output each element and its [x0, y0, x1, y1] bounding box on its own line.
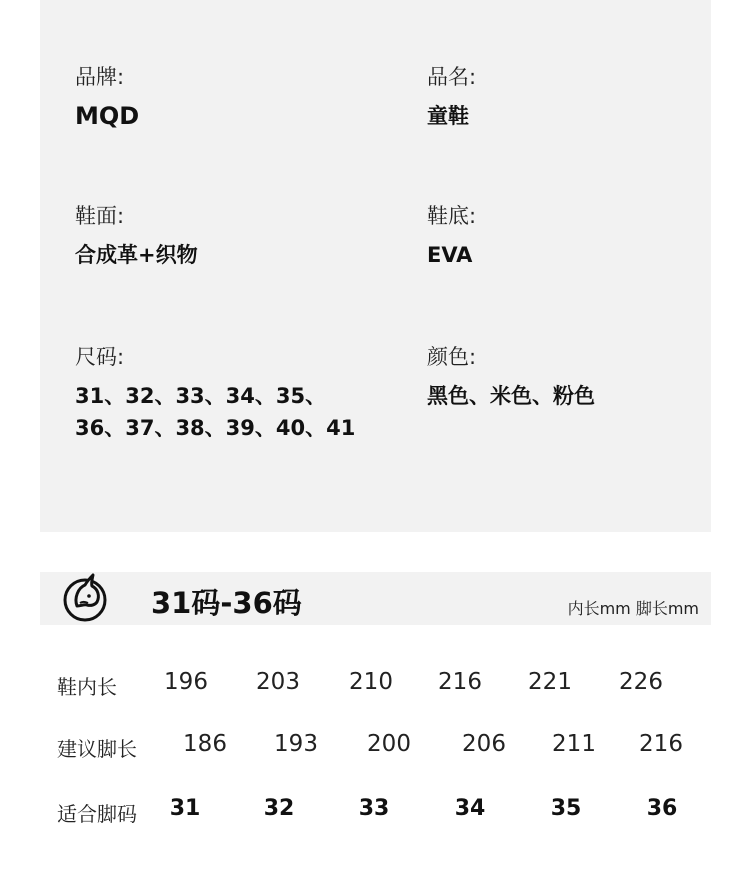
table-cell: 36 [646, 796, 678, 821]
table-cell: 216 [639, 731, 683, 757]
size-value-line2: 36、37、38、39、40、41 [75, 416, 356, 440]
color-label: 颜色: [427, 345, 477, 369]
table-row [0, 663, 750, 703]
size-value-line1: 31、32、33、34、35、 [75, 384, 327, 408]
row-label: 鞋内长 [57, 675, 117, 699]
sole-label: 鞋底: [427, 204, 477, 228]
table-cell: 186 [183, 731, 227, 757]
table-cell: 35 [550, 796, 582, 821]
sole-value: EVA [427, 243, 473, 267]
horse-head-icon [60, 572, 110, 625]
table-row [0, 790, 750, 830]
brand-label: 品牌: [75, 65, 125, 89]
table-cell: 211 [552, 731, 596, 757]
table-cell: 226 [619, 669, 663, 695]
table-cell: 193 [274, 731, 318, 757]
table-cell: 34 [454, 796, 486, 821]
name-value: 童鞋 [427, 104, 469, 128]
row-label: 适合脚码 [57, 802, 137, 826]
table-cell: 210 [349, 669, 393, 695]
upper-value: 合成革+织物 [75, 243, 198, 267]
table-cell: 200 [367, 731, 411, 757]
table-cell: 196 [164, 669, 208, 695]
row-label: 建议脚长 [57, 737, 137, 761]
units-label: 内长mm 脚长mm [567, 599, 699, 618]
spec-panel [40, 0, 711, 532]
table-cell: 33 [358, 796, 390, 821]
size-chart-header [40, 572, 711, 625]
table-cell: 31 [169, 796, 201, 821]
upper-label: 鞋面: [75, 204, 125, 228]
brand-value: MQD [75, 102, 140, 130]
table-cell: 32 [263, 796, 295, 821]
size-chart-title: 31码-36码 [151, 586, 302, 620]
name-label: 品名: [427, 65, 477, 89]
color-value: 黑色、米色、粉色 [427, 384, 595, 408]
table-cell: 203 [256, 669, 300, 695]
table-cell: 221 [528, 669, 572, 695]
table-cell: 206 [462, 731, 506, 757]
table-cell: 216 [438, 669, 482, 695]
table-row [0, 725, 750, 765]
size-label: 尺码: [75, 345, 125, 369]
